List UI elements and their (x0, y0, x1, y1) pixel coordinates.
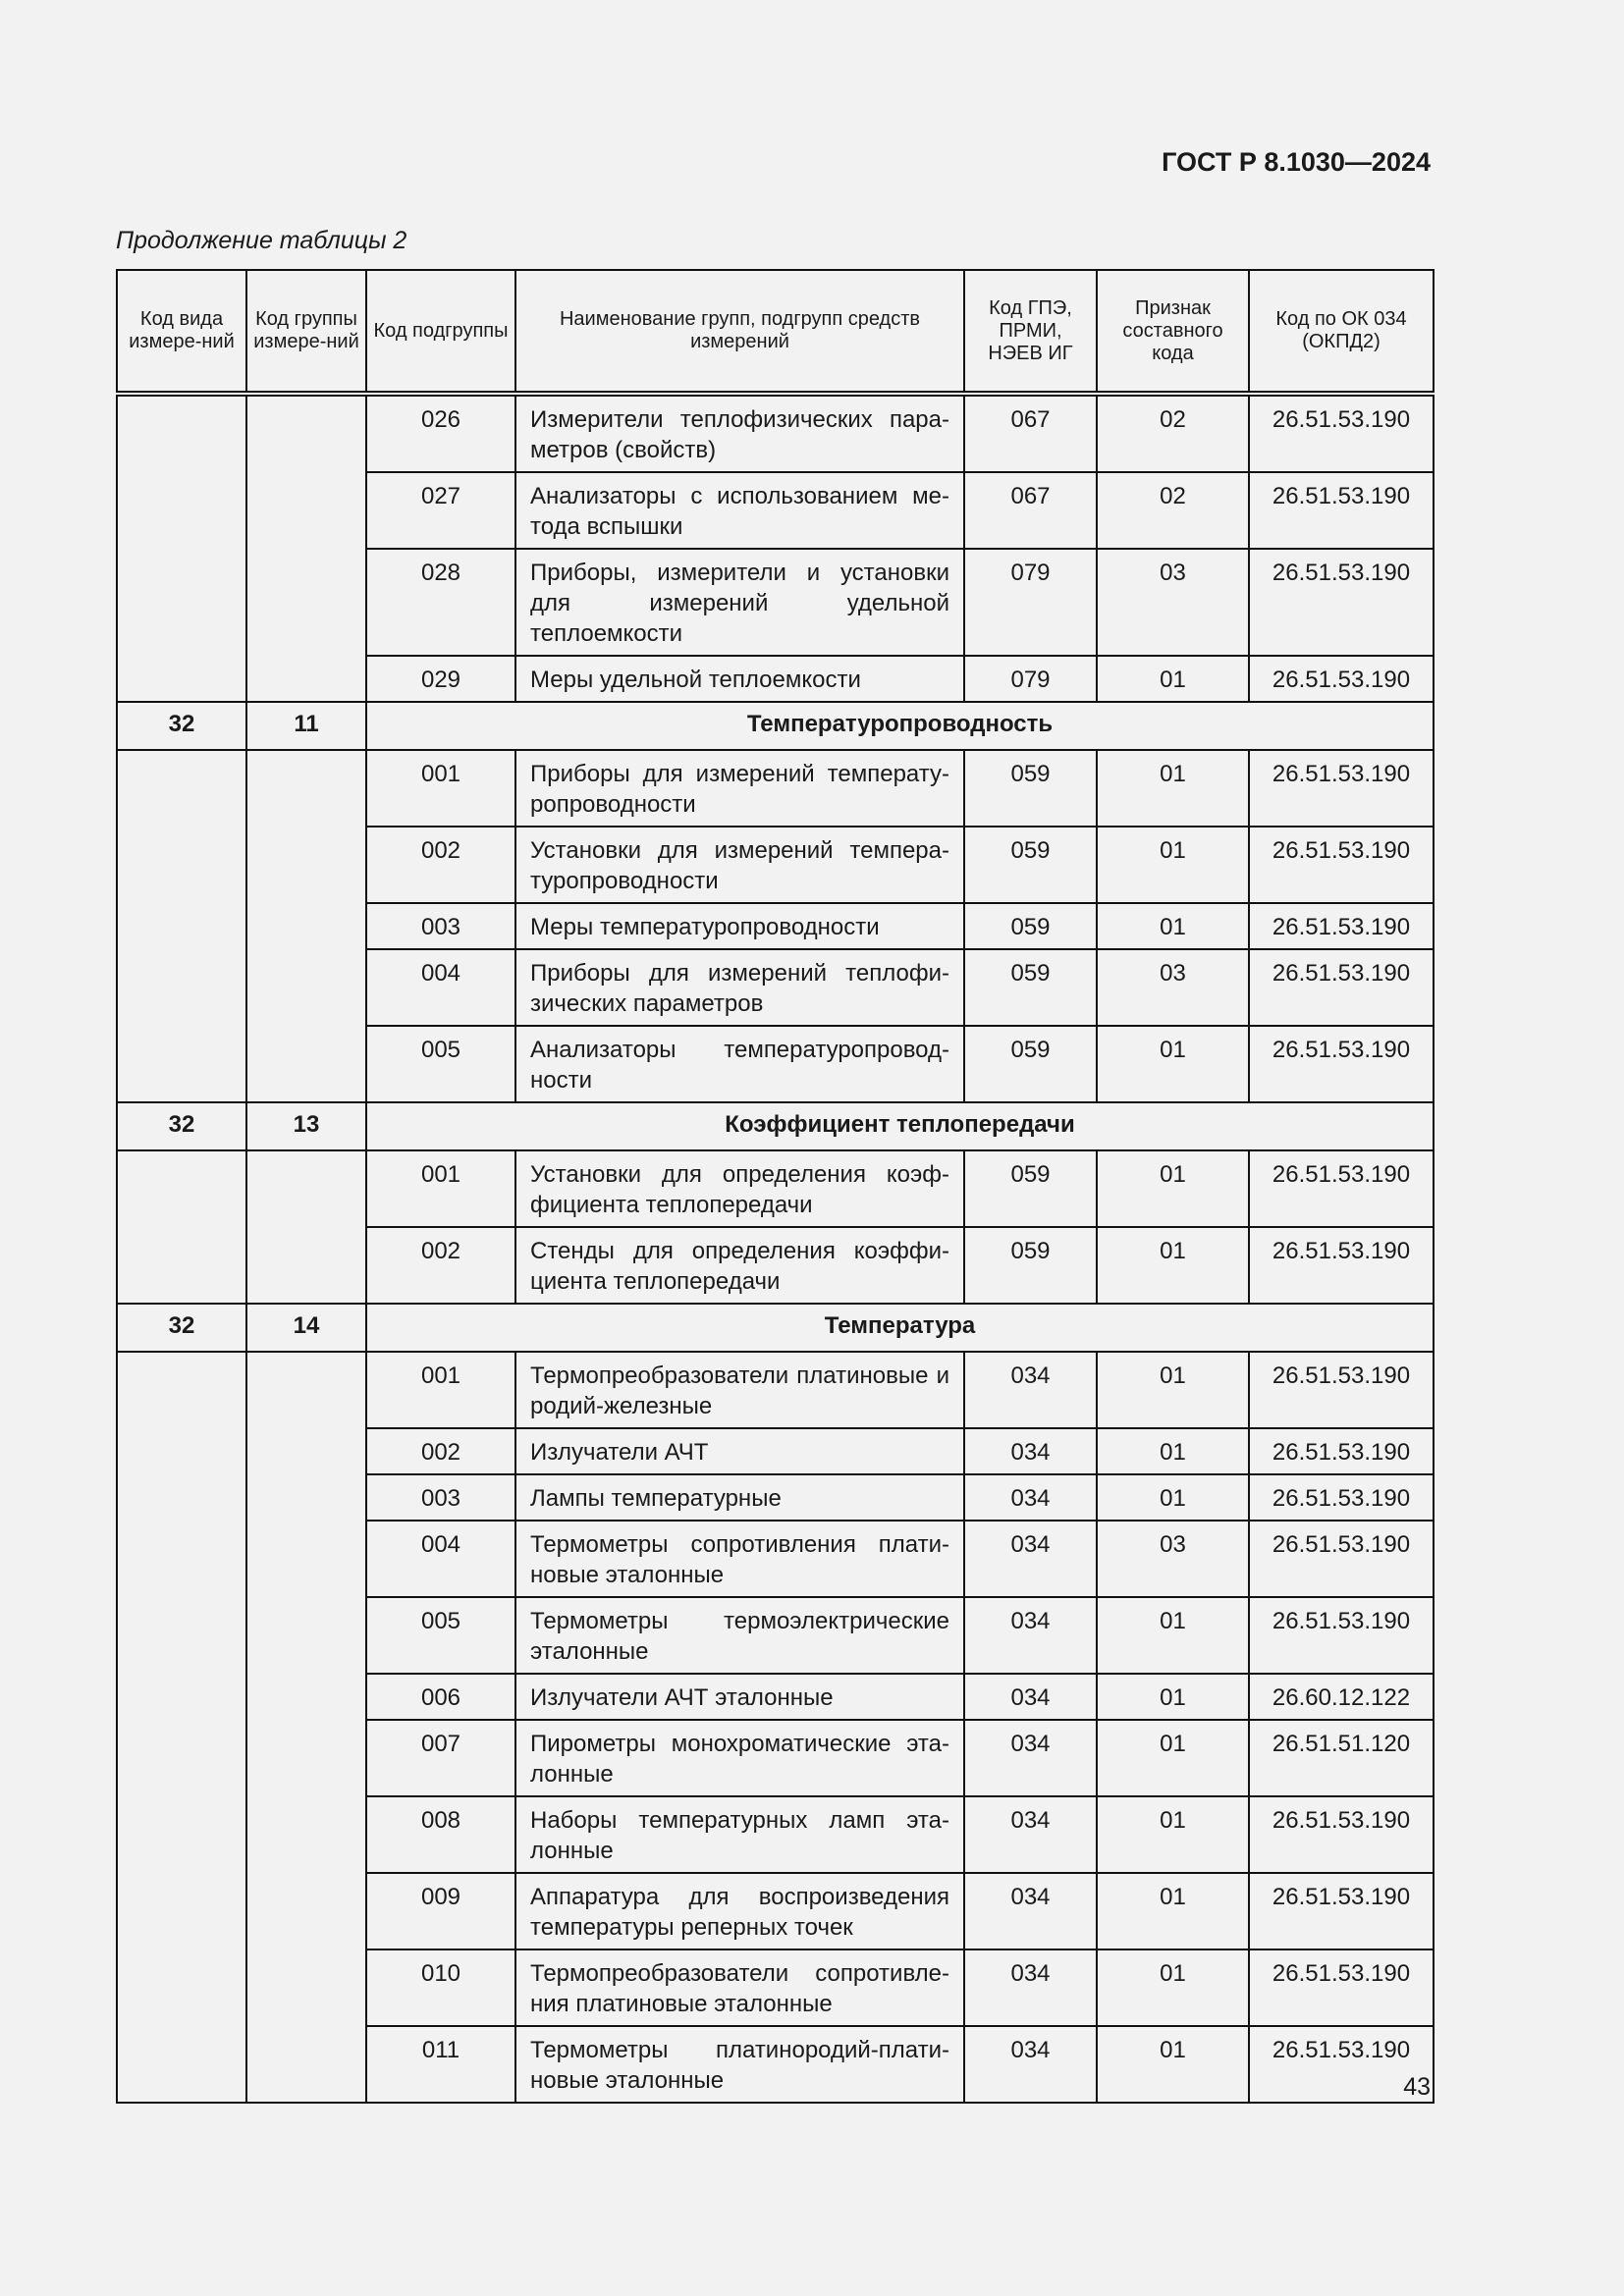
page-number: 43 (1403, 2073, 1431, 2101)
table-row (117, 1150, 1434, 1227)
composite-sign: 01 (1097, 1026, 1249, 1102)
gpe-code: 079 (964, 549, 1097, 656)
table-caption: Продолжение таблицы 2 (116, 227, 407, 254)
document-id: ГОСТ Р 8.1030—2024 (1162, 147, 1431, 177)
instrument-name: Термометры термоэлектрические эталонные (515, 1597, 964, 1674)
okpd2-code: 26.51.53.190 (1249, 394, 1434, 472)
okpd2-code: 26.51.53.190 (1249, 656, 1434, 702)
okpd2-code: 26.51.53.190 (1249, 1597, 1434, 1674)
empty-kind-cell (117, 394, 246, 702)
okpd2-code: 26.51.53.190 (1249, 549, 1434, 656)
empty-group-cell (246, 1352, 366, 2103)
composite-sign: 01 (1097, 1873, 1249, 1949)
subgroup-code: 002 (366, 1428, 515, 1474)
gpe-code: 034 (964, 1428, 1097, 1474)
col-name: Наименование групп, подгрупп средств измерений (515, 270, 964, 394)
composite-sign: 01 (1097, 1597, 1249, 1674)
gpe-code: 059 (964, 827, 1097, 903)
okpd2-code: 26.51.53.190 (1249, 1150, 1434, 1227)
instrument-name: Анализаторы температуропровод-ности (515, 1026, 964, 1102)
subgroup-code: 006 (366, 1674, 515, 1720)
subgroup-code: 009 (366, 1873, 515, 1949)
composite-sign: 01 (1097, 1949, 1249, 2026)
instrument-name: Установки для измерений темпера-туропроводности (515, 827, 964, 903)
okpd2-code: 26.51.53.190 (1249, 750, 1434, 827)
table-header-row (117, 270, 1434, 394)
table-body (117, 394, 1434, 2103)
composite-sign: 03 (1097, 1521, 1249, 1597)
composite-sign: 02 (1097, 394, 1249, 472)
composite-sign: 02 (1097, 472, 1249, 549)
composite-sign: 01 (1097, 1474, 1249, 1521)
composite-sign: 01 (1097, 656, 1249, 702)
section-header-row (117, 1102, 1434, 1150)
section-title: Коэффициент теплопередачи (366, 1102, 1434, 1150)
gpe-code: 059 (964, 903, 1097, 949)
codes-table (116, 269, 1435, 2104)
okpd2-code: 26.51.53.190 (1249, 1796, 1434, 1873)
table-row (117, 750, 1434, 827)
gpe-code: 067 (964, 472, 1097, 549)
gpe-code: 034 (964, 1597, 1097, 1674)
instrument-name: Термометры платинородий-плати-новые эталонные (515, 2026, 964, 2103)
gpe-code: 079 (964, 656, 1097, 702)
instrument-name: Лампы температурные (515, 1474, 964, 1521)
instrument-name: Термопреобразователи сопротивле-ния платиновые эталонные (515, 1949, 964, 2026)
composite-sign: 03 (1097, 549, 1249, 656)
col-gpe-code: Код ГПЭ, ПРМИ, НЭЕВ ИГ (964, 270, 1097, 394)
empty-kind-cell (117, 1352, 246, 2103)
gpe-code: 034 (964, 1873, 1097, 1949)
table-row (117, 1352, 1434, 1428)
col-subgroup-code: Код подгруппы (366, 270, 515, 394)
subgroup-code: 028 (366, 549, 515, 656)
subgroup-code: 011 (366, 2026, 515, 2103)
okpd2-code: 26.51.53.190 (1249, 1352, 1434, 1428)
composite-sign: 01 (1097, 1352, 1249, 1428)
empty-kind-cell (117, 1150, 246, 1304)
gpe-code: 034 (964, 1949, 1097, 2026)
empty-kind-cell (117, 750, 246, 1102)
section-title: Температура (366, 1304, 1434, 1352)
subgroup-code: 003 (366, 1474, 515, 1521)
subgroup-code: 005 (366, 1597, 515, 1674)
instrument-name: Приборы, измерители и установки для измерений удельной теплоемкости (515, 549, 964, 656)
instrument-name: Пирометры монохроматические эта-лонные (515, 1720, 964, 1796)
section-group-code: 11 (246, 702, 366, 750)
gpe-code: 034 (964, 2026, 1097, 2103)
subgroup-code: 004 (366, 1521, 515, 1597)
subgroup-code: 029 (366, 656, 515, 702)
okpd2-code: 26.51.53.190 (1249, 1474, 1434, 1521)
composite-sign: 01 (1097, 903, 1249, 949)
okpd2-code: 26.51.53.190 (1249, 1521, 1434, 1597)
section-header-row (117, 702, 1434, 750)
gpe-code: 067 (964, 394, 1097, 472)
composite-sign: 01 (1097, 1227, 1249, 1304)
gpe-code: 059 (964, 1227, 1097, 1304)
instrument-name: Приборы для измерений температу-ропроводности (515, 750, 964, 827)
subgroup-code: 001 (366, 750, 515, 827)
instrument-name: Излучатели АЧТ (515, 1428, 964, 1474)
gpe-code: 034 (964, 1521, 1097, 1597)
okpd2-code: 26.51.53.190 (1249, 949, 1434, 1026)
subgroup-code: 002 (366, 827, 515, 903)
instrument-name: Меры удельной теплоемкости (515, 656, 964, 702)
subgroup-code: 001 (366, 1352, 515, 1428)
instrument-name: Установки для определения коэф-фициента теплопередачи (515, 1150, 964, 1227)
section-group-code: 13 (246, 1102, 366, 1150)
okpd2-code: 26.51.53.190 (1249, 1227, 1434, 1304)
subgroup-code: 004 (366, 949, 515, 1026)
composite-sign: 01 (1097, 750, 1249, 827)
instrument-name: Наборы температурных ламп эта-лонные (515, 1796, 964, 1873)
composite-sign: 01 (1097, 2026, 1249, 2103)
composite-sign: 03 (1097, 949, 1249, 1026)
okpd2-code: 26.51.53.190 (1249, 903, 1434, 949)
okpd2-code: 26.51.53.190 (1249, 1026, 1434, 1102)
composite-sign: 01 (1097, 1428, 1249, 1474)
col-composite-sign: Признак составного кода (1097, 270, 1249, 394)
empty-group-cell (246, 750, 366, 1102)
section-kind-code: 32 (117, 702, 246, 750)
instrument-name: Аппаратура для воспроизведения температуры реперных точек (515, 1873, 964, 1949)
gpe-code: 034 (964, 1352, 1097, 1428)
col-kind-code: Код вида измере-ний (117, 270, 246, 394)
subgroup-code: 008 (366, 1796, 515, 1873)
okpd2-code: 26.51.53.190 (1249, 472, 1434, 549)
composite-sign: 01 (1097, 1796, 1249, 1873)
okpd2-code: 26.51.51.120 (1249, 1720, 1434, 1796)
gpe-code: 059 (964, 1026, 1097, 1102)
gpe-code: 034 (964, 1474, 1097, 1521)
subgroup-code: 003 (366, 903, 515, 949)
gpe-code: 059 (964, 750, 1097, 827)
composite-sign: 01 (1097, 827, 1249, 903)
subgroup-code: 005 (366, 1026, 515, 1102)
instrument-name: Стенды для определения коэффи-циента теплопередачи (515, 1227, 964, 1304)
subgroup-code: 010 (366, 1949, 515, 2026)
section-title: Температуропроводность (366, 702, 1434, 750)
instrument-name: Излучатели АЧТ эталонные (515, 1674, 964, 1720)
okpd2-code: 26.51.53.190 (1249, 1428, 1434, 1474)
okpd2-code: 26.60.12.122 (1249, 1674, 1434, 1720)
okpd2-code: 26.51.53.190 (1249, 1949, 1434, 2026)
okpd2-code: 26.51.53.190 (1249, 827, 1434, 903)
instrument-name: Приборы для измерений теплофи-зических параметров (515, 949, 964, 1026)
section-header-row (117, 1304, 1434, 1352)
composite-sign: 01 (1097, 1720, 1249, 1796)
composite-sign: 01 (1097, 1674, 1249, 1720)
instrument-name: Меры температуропроводности (515, 903, 964, 949)
gpe-code: 034 (964, 1796, 1097, 1873)
col-okpd2-code: Код по ОК 034 (ОКПД2) (1249, 270, 1434, 394)
gpe-code: 034 (964, 1674, 1097, 1720)
composite-sign: 01 (1097, 1150, 1249, 1227)
empty-group-cell (246, 394, 366, 702)
section-kind-code: 32 (117, 1304, 246, 1352)
instrument-name: Анализаторы с использованием ме-тода вспышки (515, 472, 964, 549)
okpd2-code: 26.51.53.190 (1249, 1873, 1434, 1949)
subgroup-code: 026 (366, 394, 515, 472)
empty-group-cell (246, 1150, 366, 1304)
instrument-name: Термометры сопротивления плати-новые эталонные (515, 1521, 964, 1597)
col-group-code: Код группы измере-ний (246, 270, 366, 394)
instrument-name: Измерители теплофизических пара-метров (свойств) (515, 394, 964, 472)
okpd2-code: 26.51.53.190 (1249, 2026, 1434, 2103)
gpe-code: 059 (964, 1150, 1097, 1227)
table-row (117, 394, 1434, 472)
gpe-code: 034 (964, 1720, 1097, 1796)
section-kind-code: 32 (117, 1102, 246, 1150)
subgroup-code: 027 (366, 472, 515, 549)
instrument-name: Термопреобразователи платиновые и родий-железные (515, 1352, 964, 1428)
subgroup-code: 007 (366, 1720, 515, 1796)
section-group-code: 14 (246, 1304, 366, 1352)
subgroup-code: 002 (366, 1227, 515, 1304)
gpe-code: 059 (964, 949, 1097, 1026)
subgroup-code: 001 (366, 1150, 515, 1227)
